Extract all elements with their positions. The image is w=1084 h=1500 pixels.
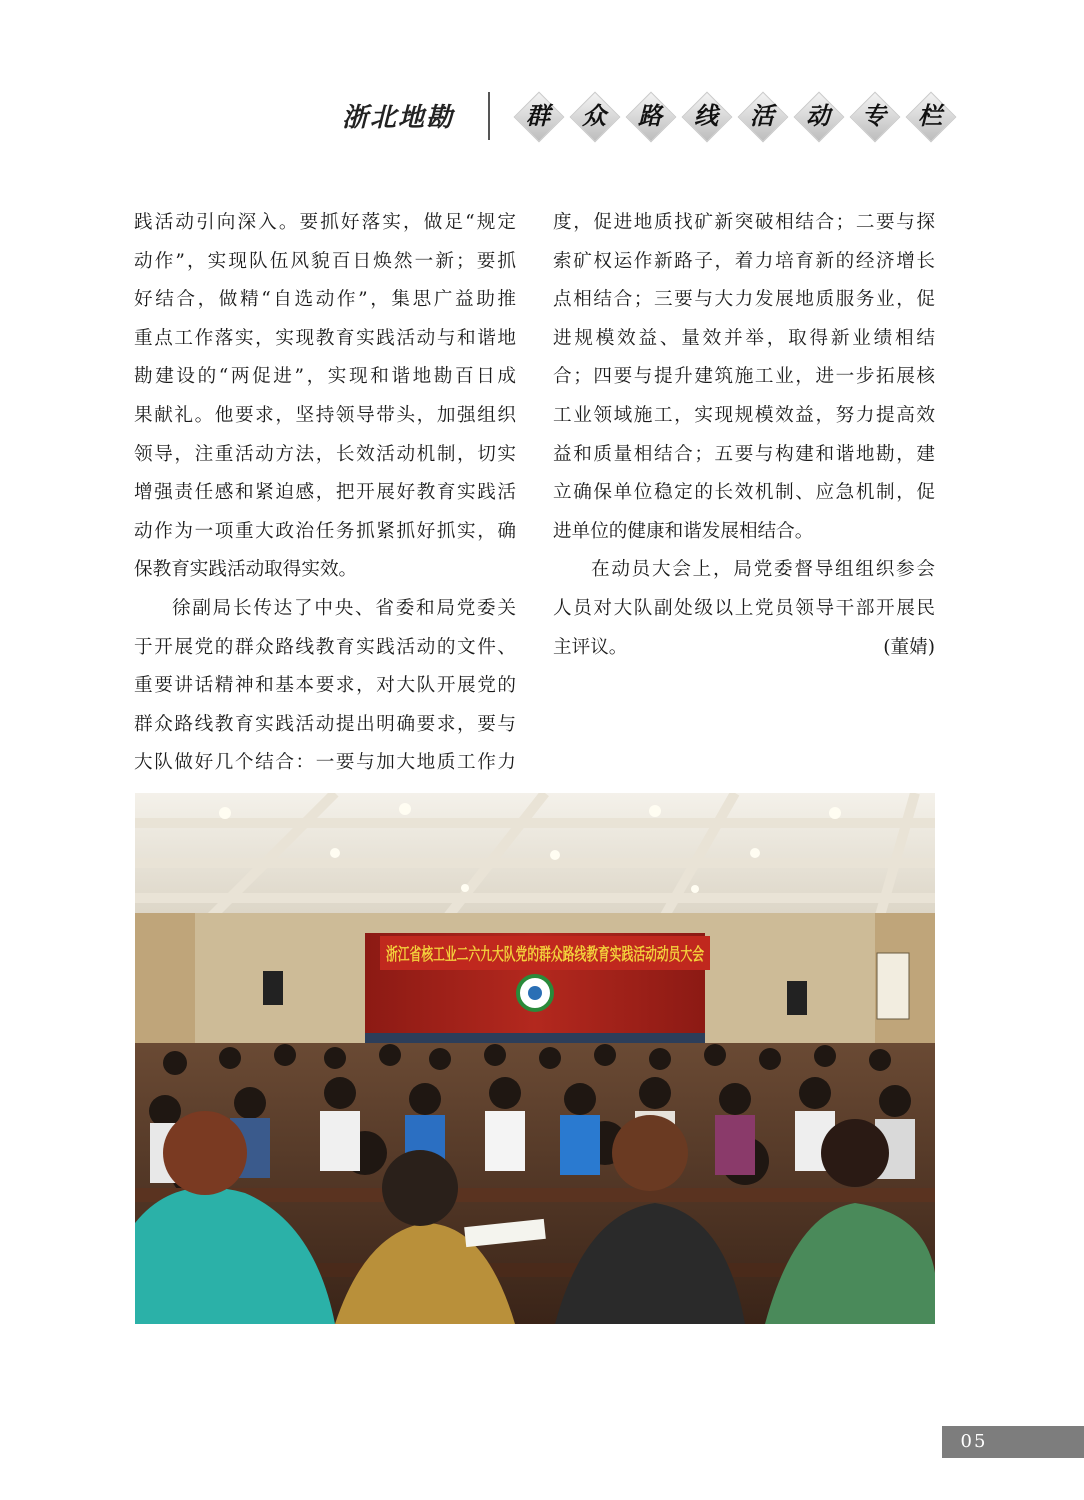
text-line: 大队做好几个结合：一要与加大地质工作力 bbox=[134, 752, 516, 774]
text-line: 践活动引向深入。要抓好落实，做足“规定 bbox=[134, 212, 516, 233]
text-line: 在动员大会上，局党委督导组组织参会 bbox=[591, 559, 935, 581]
text-line: 果献礼。他要求，坚持领导带头，加强组织 bbox=[134, 404, 516, 426]
text-line-with-byline bbox=[553, 629, 935, 668]
text-line: 增强责任感和紧迫感，把开展好教育实践活 bbox=[134, 482, 516, 504]
article-left-column bbox=[134, 204, 516, 783]
text-line: 徐副局长传达了中央、省委和局党委关 bbox=[172, 597, 516, 619]
text-line: 进规模效益、量效并举，取得新业绩相结 bbox=[553, 327, 935, 349]
text-line: 于开展党的群众路线教育实践活动的文件、 bbox=[134, 636, 516, 658]
page-number-box bbox=[942, 1426, 1084, 1458]
text-line: 好结合，做精“自选动作”，集思广益助推 bbox=[134, 289, 516, 311]
column-title-char: 众 bbox=[568, 90, 620, 142]
text-line: 进单位的健康和谐发展相结合。 bbox=[553, 520, 814, 542]
column-title-char: 群 bbox=[512, 90, 564, 142]
text-line: 点相结合；三要与大力发展地质服务业，促 bbox=[553, 289, 935, 311]
header-divider bbox=[488, 92, 490, 140]
column-title-char: 活 bbox=[736, 90, 788, 142]
column-title-char: 栏 bbox=[904, 90, 956, 142]
text-line: 度，促进地质找矿新突破相结合；二要与探 bbox=[553, 212, 935, 233]
byline: (董婧) bbox=[883, 636, 935, 658]
column-title-char: 线 bbox=[680, 90, 732, 142]
text-line: 动作为一项重大政治任务抓紧抓好抓实，确 bbox=[134, 520, 516, 542]
text-line: 重要讲话精神和基本要求，对大队开展党的 bbox=[134, 675, 516, 697]
magazine-brand: 浙北地勘 bbox=[342, 103, 455, 133]
column-title-char: 专 bbox=[848, 90, 900, 142]
text-line: 勘建设的“两促进”，实现和谐地勘百日成 bbox=[134, 366, 516, 388]
text-line: 益和质量相结合；五要与构建和谐地勘，建 bbox=[553, 443, 935, 465]
text-line: 合；四要与提升建筑施工业，进一步拓展核 bbox=[553, 366, 935, 388]
text-line: 工业领域施工，实现规模效益，努力提高效 bbox=[553, 404, 935, 426]
banner-text: 浙江省核工业二六九大队党的群众路线教育实践活动动员大会 bbox=[386, 945, 845, 965]
column-title-char: 路 bbox=[624, 90, 676, 142]
text-line: 保教育实践活动取得实效。 bbox=[134, 559, 358, 581]
text-line: 动作”，实现队伍风貌百日焕然一新；要抓 bbox=[134, 250, 516, 272]
page-number: 05 bbox=[960, 1431, 988, 1452]
text-line: 领导，注重活动方法，长效活动机制，切实 bbox=[134, 443, 516, 465]
column-title-char: 动 bbox=[792, 90, 844, 142]
article-right-column bbox=[553, 204, 935, 667]
text-line: 重点工作落实，实现教育实践活动与和谐地 bbox=[134, 327, 516, 349]
text-line: 主评议。 bbox=[553, 636, 628, 658]
text-line: 索矿权运作新路子，着力培育新的经济增长 bbox=[553, 250, 935, 272]
text-line: 群众路线教育实践活动提出明确要求，要与 bbox=[134, 713, 516, 735]
text-line: 人员对大队副处级以上党员领导干部开展民 bbox=[553, 597, 935, 619]
meeting-photo bbox=[135, 793, 935, 1324]
text-line: 立确保单位稳定的长效机制、应急机制，促 bbox=[553, 482, 935, 504]
